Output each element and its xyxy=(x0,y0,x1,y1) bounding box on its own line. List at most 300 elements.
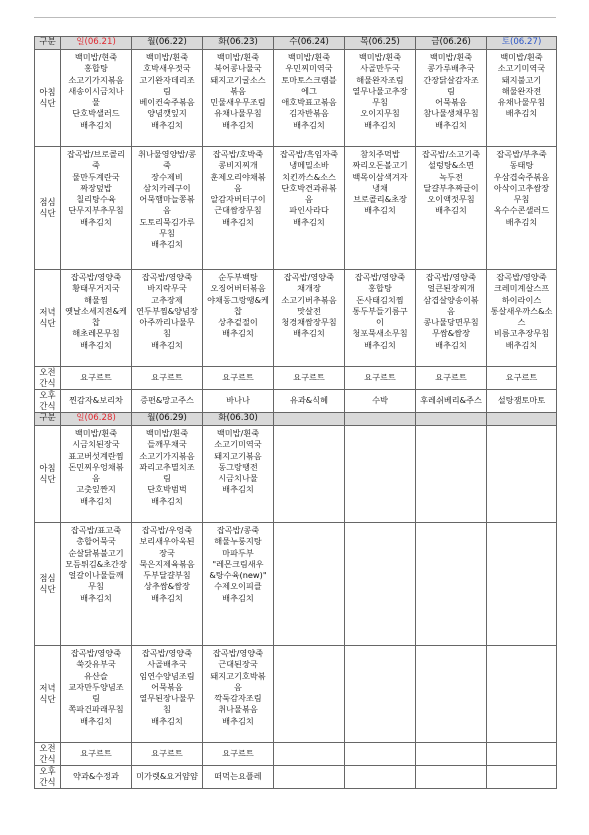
lunch-cell xyxy=(487,147,557,270)
menu-item: 맛살전 xyxy=(297,305,321,316)
afternoon-snack-cell xyxy=(345,766,416,789)
afternoon-snack-cell xyxy=(274,766,345,789)
menu-item: 동태탕 xyxy=(509,160,534,171)
menu-item: 백미밥/현죽 xyxy=(74,52,118,62)
morning-snack-cell xyxy=(61,743,132,766)
menu-item: 소고기버추볶음 xyxy=(281,294,337,305)
menu-item: 아삭이고추쌈장 xyxy=(493,182,550,193)
morning-snack-cell xyxy=(203,367,274,390)
menu-item: 오이지무침 xyxy=(360,108,400,119)
row-label-line: 간식 xyxy=(39,777,56,787)
menu-item: 달걀부추짜글이 xyxy=(423,182,479,193)
menu-item: 소고기가지볶음 xyxy=(139,450,195,461)
menu-item: 소고기미역국 xyxy=(214,439,262,450)
menu-item: 배추김치 xyxy=(293,216,325,227)
menu-item: 소고기미역국 xyxy=(497,63,546,74)
menu-item: 죽 xyxy=(163,160,171,171)
morning-snack-label xyxy=(35,743,61,766)
menu-item: 아주까리나물무 xyxy=(139,317,195,328)
menu-item: 연두부찜&양념장 xyxy=(136,305,198,316)
dinner-cell xyxy=(487,270,557,367)
menu-item: 단무지부추무침 xyxy=(68,205,124,216)
day-header xyxy=(416,413,487,426)
menu-item: 음 xyxy=(234,681,242,692)
day-header: 수(06.24) xyxy=(274,37,345,50)
menu-item: 옛날소세지전&케 xyxy=(65,305,127,316)
day-header: 화(06.30) xyxy=(203,413,274,426)
day-header: 목(06.25) xyxy=(345,37,416,50)
menu-item: 얼갈이나물들깨 xyxy=(68,570,124,581)
lunch-row xyxy=(35,523,557,646)
menu-item: 배추김치 xyxy=(80,216,112,227)
afternoon-snack-cell xyxy=(416,390,487,413)
menu-item: 음 xyxy=(447,305,455,316)
menu-item: 림 xyxy=(447,85,455,96)
menu-item: 모듬튀김&초간장 xyxy=(65,558,127,569)
menu-item: 고추장제 xyxy=(151,294,183,305)
menu-item: 쪽파건파래무침 xyxy=(68,704,124,715)
menu-item: 백미밥/흰죽 xyxy=(145,428,189,438)
snack-item: 약과&수정과 xyxy=(73,771,119,782)
morning-snack-cell xyxy=(345,367,416,390)
menu-item: 잡곡밥/우엉죽 xyxy=(141,525,193,535)
snack-item: 요구르트 xyxy=(80,372,112,383)
menu-item: 홍합탕 xyxy=(84,63,108,74)
menu-item: 시금치된장국 xyxy=(72,439,120,450)
menu-item: 음 xyxy=(92,473,100,484)
menu-item: 통살새우까스&소 xyxy=(490,305,553,316)
lunch-cell xyxy=(132,523,203,646)
morning-snack-cell xyxy=(345,743,416,766)
day-header: 화(06.23) xyxy=(203,37,274,50)
menu-item: 물만두계란국 xyxy=(72,171,120,182)
menu-item: 순살닭볶불고기 xyxy=(68,547,124,558)
menu-item: 잡곡밥/영양죽 xyxy=(212,648,264,658)
menu-item: 배추김치 xyxy=(435,339,467,350)
morning-snack-cell xyxy=(487,743,557,766)
snack-item: 떠먹는요플레 xyxy=(214,771,262,782)
menu-item: 사골만두국 xyxy=(360,63,400,74)
menu-item: 잡곡밥/영양죽 xyxy=(70,272,122,282)
menu-item: 콩가루배추국 xyxy=(427,63,475,74)
menu-item: 이 xyxy=(376,317,384,328)
menu-item: 배추김치 xyxy=(222,119,254,130)
menu-item: 배추김치 xyxy=(151,592,183,603)
menu-item: 배추김치 xyxy=(222,592,254,603)
morning-snack-cell xyxy=(274,367,345,390)
menu-item: 도토리묵김가루 xyxy=(139,216,195,227)
menu-item: 유산슬 xyxy=(84,670,108,681)
header-label: 구분 xyxy=(35,413,61,426)
afternoon-snack-cell xyxy=(132,390,203,413)
menu-item: 두부달걀부침 xyxy=(143,570,191,581)
lunch-cell xyxy=(132,147,203,270)
menu-item: 배추김치 xyxy=(151,119,183,130)
menu-item: 단호박샐러드 xyxy=(72,108,120,119)
breakfast-cell xyxy=(487,50,557,147)
morning-snack-cell xyxy=(61,367,132,390)
afternoon-snack-cell xyxy=(487,766,557,789)
snack-item: 요구르트 xyxy=(293,372,325,383)
menu-item: 홍합탕 xyxy=(368,283,392,294)
menu-item: 잡곡밥/호박죽 xyxy=(212,149,264,159)
afternoon-snack-cell xyxy=(345,390,416,413)
row-label-line: 저녁 xyxy=(39,307,56,317)
menu-item: 잡곡밥/영양죽 xyxy=(141,272,193,282)
menu-item: 배추김치 xyxy=(222,484,254,495)
afternoon-snack-cell xyxy=(416,766,487,789)
breakfast-cell xyxy=(61,50,132,147)
breakfast-cell xyxy=(416,426,487,523)
afternoon-snack-cell xyxy=(203,766,274,789)
breakfast-cell xyxy=(345,50,416,147)
snack-item: 요구르트 xyxy=(151,748,183,759)
menu-item: 잡곡밥/영양죽 xyxy=(425,272,477,282)
menu-item: 오이액젓무침 xyxy=(427,194,475,205)
morning-snack-row xyxy=(35,367,557,390)
menu-item: 해물누룽지탕 xyxy=(214,536,262,547)
snack-item: 요구르트 xyxy=(222,372,254,383)
dinner-cell xyxy=(61,646,132,743)
menu-item: 순두부백탕 xyxy=(218,272,258,282)
day-header: 토(06.27) xyxy=(487,37,557,50)
afternoon-snack-cell xyxy=(487,390,557,413)
dinner-row xyxy=(35,646,557,743)
row-label-line: 오후 xyxy=(39,766,56,776)
menu-item: 사골배추국 xyxy=(147,659,187,670)
menu-item: 옥수수콘샐러드 xyxy=(493,205,550,216)
lunch-cell xyxy=(203,147,274,270)
menu-item: 볶음 xyxy=(230,85,246,96)
day-header: 월(06.22) xyxy=(132,37,203,50)
menu-item: 배추김치 xyxy=(364,339,396,350)
menu-item: 배추김치 xyxy=(505,216,538,227)
menu-item: 어묵볶음 xyxy=(151,681,183,692)
snack-item: 요구르트 xyxy=(222,748,254,759)
menu-item: 치킨까스&소스 xyxy=(282,171,336,182)
menu-item: 바지락무국 xyxy=(147,283,187,294)
menu-item: 배추김치 xyxy=(505,108,538,119)
menu-item: 고춧잎짠지 xyxy=(76,484,116,495)
lunch-cell xyxy=(345,523,416,646)
menu-item: 간장닭살감자조 xyxy=(423,74,479,85)
menu-item: 어묵햄마늘쫑볶 xyxy=(139,194,195,205)
menu-item: 음 xyxy=(163,205,171,216)
breakfast-cell xyxy=(203,50,274,147)
breakfast-label xyxy=(35,50,61,147)
menu-item: 잡곡밥/영양죽 xyxy=(354,272,406,282)
morning-snack-cell xyxy=(132,367,203,390)
menu-item: 배추김치 xyxy=(222,328,254,339)
menu-item: 청포묵새소무침 xyxy=(352,328,408,339)
menu-item: 알감자버터구이 xyxy=(210,194,266,205)
dinner-cell xyxy=(203,646,274,743)
dinner-cell xyxy=(132,270,203,367)
menu-item: 우민찌미역국 xyxy=(285,63,333,74)
menu-item: 잡곡밥/브로콜리 xyxy=(66,149,126,159)
row-label-line: 식단 xyxy=(39,694,56,704)
menu-item: 브로콜리&초장 xyxy=(353,194,407,205)
menu-item: 배추김치 xyxy=(80,119,112,130)
dinner-cell xyxy=(345,270,416,367)
breakfast-label xyxy=(35,426,61,523)
menu-item: 훈제오리야채볶 xyxy=(210,171,266,182)
menu-item: 비름고추장무침 xyxy=(493,328,550,339)
breakfast-cell xyxy=(132,426,203,523)
morning-snack-label xyxy=(35,367,61,390)
menu-item: 배추김치 xyxy=(293,119,325,130)
menu-item: 총합어묵국 xyxy=(76,536,116,547)
snack-item: 유과&식혜 xyxy=(289,395,329,406)
morning-snack-cell xyxy=(416,743,487,766)
dinner-cell xyxy=(487,646,557,743)
menu-item: 침 xyxy=(163,328,171,339)
menu-item: 배추김치 xyxy=(80,339,112,350)
row-label-line: 오후 xyxy=(39,390,56,400)
menu-item: 백미밥/흰죽 xyxy=(145,52,189,62)
row-label-line: 간식 xyxy=(39,378,56,388)
menu-item: 삼치카레구이 xyxy=(143,182,191,193)
snack-item: 증편&망고주스 xyxy=(140,395,194,406)
menu-item: 취나물볶음 xyxy=(218,704,258,715)
menu-item: 교자만두양념조 xyxy=(68,681,124,692)
menu-item: 돈민찌우엉채볶 xyxy=(68,461,124,472)
day-header: 일(06.28) xyxy=(61,413,132,426)
menu-item: 림 xyxy=(163,473,171,484)
menu-item: 배추김치 xyxy=(293,328,325,339)
menu-item: 근대쌈장무침 xyxy=(214,205,262,216)
menu-item: 잡곡밥/흑임자죽 xyxy=(279,149,339,159)
menu-item: 어묵볶음 xyxy=(435,97,467,108)
menu-item: 백미밥/흰죽 xyxy=(429,52,473,62)
menu-item: 고기완자데리조 xyxy=(139,74,195,85)
menu-item: 무침 xyxy=(159,228,175,239)
menu-item: 호박새우젓국 xyxy=(143,63,191,74)
breakfast-cell xyxy=(132,50,203,147)
menu-item: 잡곡밥/영양죽 xyxy=(141,648,193,658)
row-label-line: 간식 xyxy=(39,401,56,411)
menu-item: 열무나물고추장 xyxy=(352,85,408,96)
menu-item: 백목이삼색겨자 xyxy=(352,171,408,182)
snack-item: 요구르트 xyxy=(151,372,183,383)
menu-item: 잡곡밥/영양죽 xyxy=(283,272,335,282)
menu-item: 표고버섯계란찜 xyxy=(68,450,124,461)
snack-item: 미가렛&요거얌얌 xyxy=(136,771,198,782)
row-label-line: 식단 xyxy=(39,98,56,108)
row-label-line: 식단 xyxy=(39,318,56,328)
menu-item: 배추김치 xyxy=(80,592,112,603)
menu-item: 북어콩나물국 xyxy=(214,63,262,74)
weekly-meal-table xyxy=(34,36,557,789)
menu-item: 백미밥/흰죽 xyxy=(216,52,260,62)
menu-item: 잡곡밥/콩죽 xyxy=(216,525,260,535)
breakfast-cell xyxy=(203,426,274,523)
menu-item: 파인사라다 xyxy=(289,205,329,216)
lunch-cell xyxy=(203,523,274,646)
dinner-cell xyxy=(274,646,345,743)
dinner-cell xyxy=(416,270,487,367)
menu-item: 찹 xyxy=(234,305,242,316)
menu-item: 배추김치 xyxy=(364,119,396,130)
menu-item: 림 xyxy=(163,85,171,96)
dinner-cell xyxy=(132,646,203,743)
menu-item: 쑥갓유부국 xyxy=(76,659,116,670)
menu-item: 녹두전 xyxy=(439,171,463,182)
menu-item: 유채나물무침 xyxy=(497,97,546,108)
morning-snack-cell xyxy=(487,367,557,390)
snack-item: 요구르트 xyxy=(80,748,112,759)
dinner-label xyxy=(35,270,61,367)
menu-item: 림 xyxy=(92,693,100,704)
menu-item: 돼지불고기 xyxy=(501,74,542,85)
menu-item: 장국 xyxy=(159,547,175,558)
menu-item: 김자반볶음 xyxy=(289,108,329,119)
lunch-cell xyxy=(61,523,132,646)
afternoon-snack-cell xyxy=(61,390,132,413)
menu-item: 베이컨숙주볶음 xyxy=(139,97,195,108)
breakfast-cell xyxy=(345,426,416,523)
menu-item: 돼지고기볶음 xyxy=(214,450,262,461)
menu-item: 꽈리고추멸치조 xyxy=(139,461,195,472)
day-header: 금(06.26) xyxy=(416,37,487,50)
menu-item: 소고기가지볶음 xyxy=(68,74,124,85)
menu-item: 백미밥/흰죽 xyxy=(74,428,118,438)
dinner-row xyxy=(35,270,557,367)
row-label-line: 점심 xyxy=(39,573,56,583)
menu-item: 토마토스크램블 xyxy=(281,74,337,85)
menu-item: 콩비지찌개 xyxy=(218,160,258,171)
menu-item: 마파두부 xyxy=(222,547,254,558)
snack-item: 요구르트 xyxy=(505,372,538,383)
menu-item: 잡곡밥/영양죽 xyxy=(496,272,547,282)
menu-item: 음 xyxy=(305,194,313,205)
menu-item: 묵은지제육볶음 xyxy=(139,558,195,569)
menu-item: 돼지고기호박볶 xyxy=(210,670,266,681)
lunch-cell xyxy=(487,523,557,646)
morning-snack-row xyxy=(35,743,557,766)
menu-item: 배추김치 xyxy=(80,715,112,726)
row-label-line: 저녁 xyxy=(39,683,56,693)
menu-item: 콩나물당면무침 xyxy=(423,317,479,328)
lunch-label xyxy=(35,523,61,646)
menu-item: 배추김치 xyxy=(151,339,183,350)
day-header xyxy=(274,413,345,426)
lunch-label xyxy=(35,147,61,270)
menu-item: 배추김치 xyxy=(364,205,396,216)
menu-item: 보리새우아욱된 xyxy=(139,536,195,547)
breakfast-row xyxy=(35,50,557,147)
lunch-cell xyxy=(274,147,345,270)
menu-item: 무침 xyxy=(513,194,530,205)
afternoon-snack-row xyxy=(35,766,557,789)
menu-item: 무침 xyxy=(372,97,388,108)
menu-item: "레몬크림새우 xyxy=(212,558,264,569)
snack-item: 요구르트 xyxy=(435,372,467,383)
menu-item: 침 xyxy=(163,704,171,715)
snack-item: 요구르트 xyxy=(364,372,396,383)
menu-item: 동그랑땡전 xyxy=(218,461,258,472)
menu-item: 짜장덮밥 xyxy=(80,182,112,193)
row-label-line: 식단 xyxy=(39,474,56,484)
menu-item: 단호박견과류볶 xyxy=(281,182,337,193)
menu-item: 해물찜 xyxy=(84,294,108,305)
menu-item: 민물새우무조림 xyxy=(210,97,266,108)
breakfast-cell xyxy=(274,426,345,523)
menu-item: 해초레몬무침 xyxy=(72,328,120,339)
menu-item: 청경채쌈장무침 xyxy=(281,317,337,328)
day-header: 월(06.29) xyxy=(132,413,203,426)
menu-item: 해물완자전 xyxy=(501,85,542,96)
row-label-line: 식단 xyxy=(39,208,56,218)
menu-item: 잡곡밥/영양죽 xyxy=(70,648,122,658)
row-label-line: 식단 xyxy=(39,584,56,594)
lunch-cell xyxy=(274,523,345,646)
day-header: 일(06.21) xyxy=(61,37,132,50)
dinner-cell xyxy=(345,646,416,743)
menu-item: 얼큰된장찌개 xyxy=(427,283,475,294)
row-label-line: 오전 xyxy=(39,367,56,377)
snack-item: 후레쉬베리&주스 xyxy=(420,395,482,406)
menu-item: 물 xyxy=(92,97,100,108)
snack-item: 설탕잼토마토 xyxy=(497,395,546,406)
menu-item: 배추김치 xyxy=(151,495,183,506)
menu-item: 해물완자조림 xyxy=(356,74,404,85)
menu-item: 크레미계살스프 xyxy=(493,283,550,294)
afternoon-snack-row xyxy=(35,390,557,413)
menu-item: 단호박범벅 xyxy=(147,484,187,495)
header-label: 구분 xyxy=(35,37,61,50)
day-header xyxy=(345,413,416,426)
menu-item: 삼겹살양송이볶 xyxy=(423,294,479,305)
week-header-row xyxy=(35,37,557,50)
menu-item: 유채나물무침 xyxy=(214,108,262,119)
snack-item: 바나나 xyxy=(226,395,250,406)
dinner-cell xyxy=(274,270,345,367)
menu-item: 배추김치 xyxy=(151,239,183,250)
row-label-line: 아침 xyxy=(39,87,56,97)
menu-item: 칠리탕수육 xyxy=(76,194,116,205)
breakfast-cell xyxy=(416,50,487,147)
breakfast-cell xyxy=(274,50,345,147)
menu-item: 배추김치 xyxy=(435,205,467,216)
menu-item: 잡곡밥/표고죽 xyxy=(70,525,122,535)
snack-item: 수박 xyxy=(372,395,388,406)
row-label-line: 오전 xyxy=(39,743,56,753)
dinner-cell xyxy=(61,270,132,367)
menu-item: 무침 xyxy=(88,581,104,592)
menu-item: 우삼겹숙주볶음 xyxy=(493,171,550,182)
dinner-label xyxy=(35,646,61,743)
menu-item: 참나물생채무침 xyxy=(423,108,479,119)
menu-item: 냉채 xyxy=(372,182,388,193)
menu-item: 취나물영양밥/콩 xyxy=(137,149,197,159)
lunch-cell xyxy=(416,523,487,646)
menu-item: 상추겉절이 xyxy=(218,317,258,328)
breakfast-row xyxy=(35,426,557,523)
menu-item: 배추김치 xyxy=(222,216,254,227)
dinner-cell xyxy=(416,646,487,743)
afternoon-snack-cell xyxy=(274,390,345,413)
breakfast-cell xyxy=(487,426,557,523)
menu-item: 수제오이피클 xyxy=(214,581,262,592)
menu-item: 잡곡밥/소고기죽 xyxy=(421,149,481,159)
row-label-line: 아침 xyxy=(39,463,56,473)
menu-item: 애호박표고볶음 xyxy=(281,97,337,108)
menu-item: 통두부들기름구 xyxy=(352,305,408,316)
menu-item: 배추김치 xyxy=(151,715,183,726)
menu-item: 깍둑감자조림 xyxy=(214,693,262,704)
menu-item: 채개장 xyxy=(297,283,321,294)
